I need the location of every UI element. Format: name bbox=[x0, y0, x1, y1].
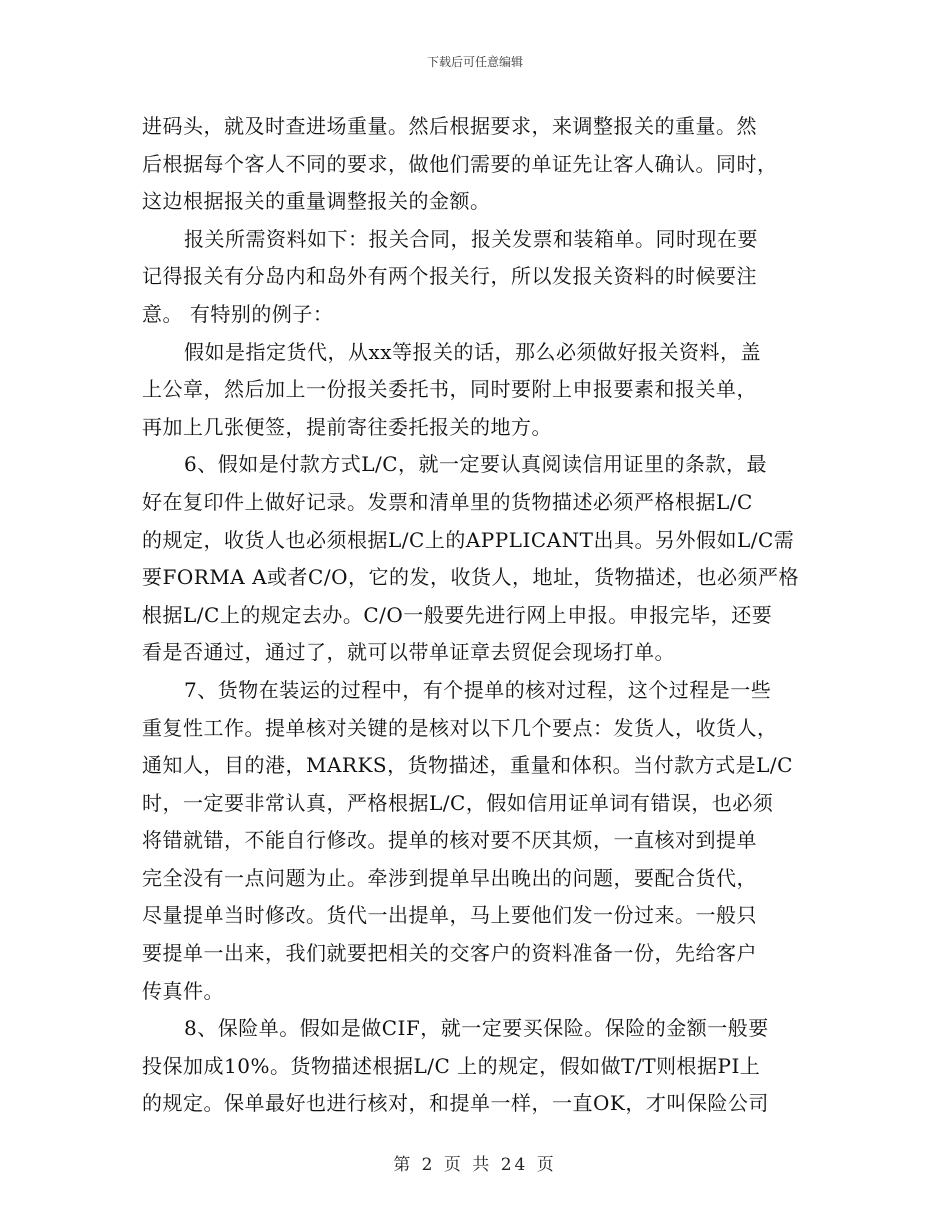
paragraph-1 bbox=[142, 108, 810, 221]
text-line: 后根据每个客人不同的要求，做他们需要的单证先让客人确认。同时， bbox=[142, 151, 778, 176]
text-line: 要FORMA A或者C/O，它的发，收货人，地址，货物描述，也必须严格 bbox=[142, 565, 799, 590]
text-line: 6、假如是付款方式L/C，就一定要认真阅读信用证里的条款，最 bbox=[184, 452, 768, 477]
text-line: 尽量提单当时修改。货代一出提单，马上要他们发一份过来。一般只 bbox=[142, 903, 757, 928]
text-line: 时，一定要非常认真，严格根据L/C，假如信用证单词有错误，也必须 bbox=[142, 790, 774, 815]
text-line: 8、保险单。假如是做CIF，就一定要买保险。保险的金额一般要 bbox=[184, 1016, 769, 1041]
paragraph-3 bbox=[142, 334, 810, 447]
text-line: 投保加成10%。货物描述根据L/C 上的规定，假如做T/T则根据PI上 bbox=[142, 1053, 761, 1078]
text-line: 假如是指定货代，从xx等报关的话，那么必须做好报关资料，盖 bbox=[184, 339, 762, 364]
page-header: 下载后可任意编辑 bbox=[426, 55, 523, 69]
text-line: 上公章，然后加上一份报关委托书，同时要附上申报要素和报关单， bbox=[142, 377, 757, 402]
text-line: 7、货物在装运的过程中，有个提单的核对过程，这个过程是一些 bbox=[184, 677, 772, 702]
text-line: 将错就错，不能自行修改。提单的核对要不厌其烦，一直核对到提单 bbox=[142, 828, 757, 853]
page-footer: 第 2 页 共 24 页 bbox=[393, 1155, 557, 1175]
text-line: 的规定。保单最好也进行核对，和提单一样，一直OK，才叫保险公司 bbox=[142, 1091, 769, 1116]
text-line: 这边根据报关的重量调整报关的金额。 bbox=[142, 189, 491, 214]
paragraph-5 bbox=[142, 672, 810, 1010]
text-line: 报关所需资料如下：报关合同，报关发票和装箱单。同时现在要 bbox=[184, 226, 758, 251]
text-line: 根据L/C上的规定去办。C/O一般要先进行网上申报。申报完毕，还要 bbox=[142, 602, 773, 627]
text-line: 通知人，目的港，MARKS，货物描述，重量和体积。当付款方式是L/C bbox=[142, 753, 793, 778]
text-line: 意。 有特别的例子： bbox=[142, 301, 334, 326]
paragraph-4 bbox=[142, 446, 810, 672]
text-line: 的规定，收货人也必须根据L/C上的APPLICANT出具。另外假如L/C需 bbox=[142, 527, 795, 552]
document-body bbox=[142, 108, 810, 1123]
text-line: 完全没有一点问题为止。牵涉到提单早出晚出的问题，要配合货代， bbox=[142, 865, 757, 890]
text-line: 重复性工作。提单核对关键的是核对以下几个要点：发货人，收货人， bbox=[142, 715, 778, 740]
text-line: 记得报关有分岛内和岛外有两个报关行，所以发报关资料的时候要注 bbox=[142, 264, 757, 289]
text-line: 传真件。 bbox=[142, 978, 224, 1003]
text-line: 好在复印件上做好记录。发票和清单里的货物描述必须严格根据L/C bbox=[142, 489, 753, 514]
text-line: 进码头，就及时查进场重量。然后根据要求，来调整报关的重量。然 bbox=[142, 114, 757, 138]
text-line: 看是否通过，通过了，就可以带单证章去贸促会现场打单。 bbox=[142, 640, 675, 665]
text-line: 要提单一出来，我们就要把相关的交客户的资料准备一份，先给客户 bbox=[142, 941, 757, 966]
text-line: 再加上几张便签，提前寄往委托报关的地方。 bbox=[142, 414, 552, 439]
paragraph-6 bbox=[142, 1010, 810, 1123]
paragraph-2 bbox=[142, 221, 810, 334]
